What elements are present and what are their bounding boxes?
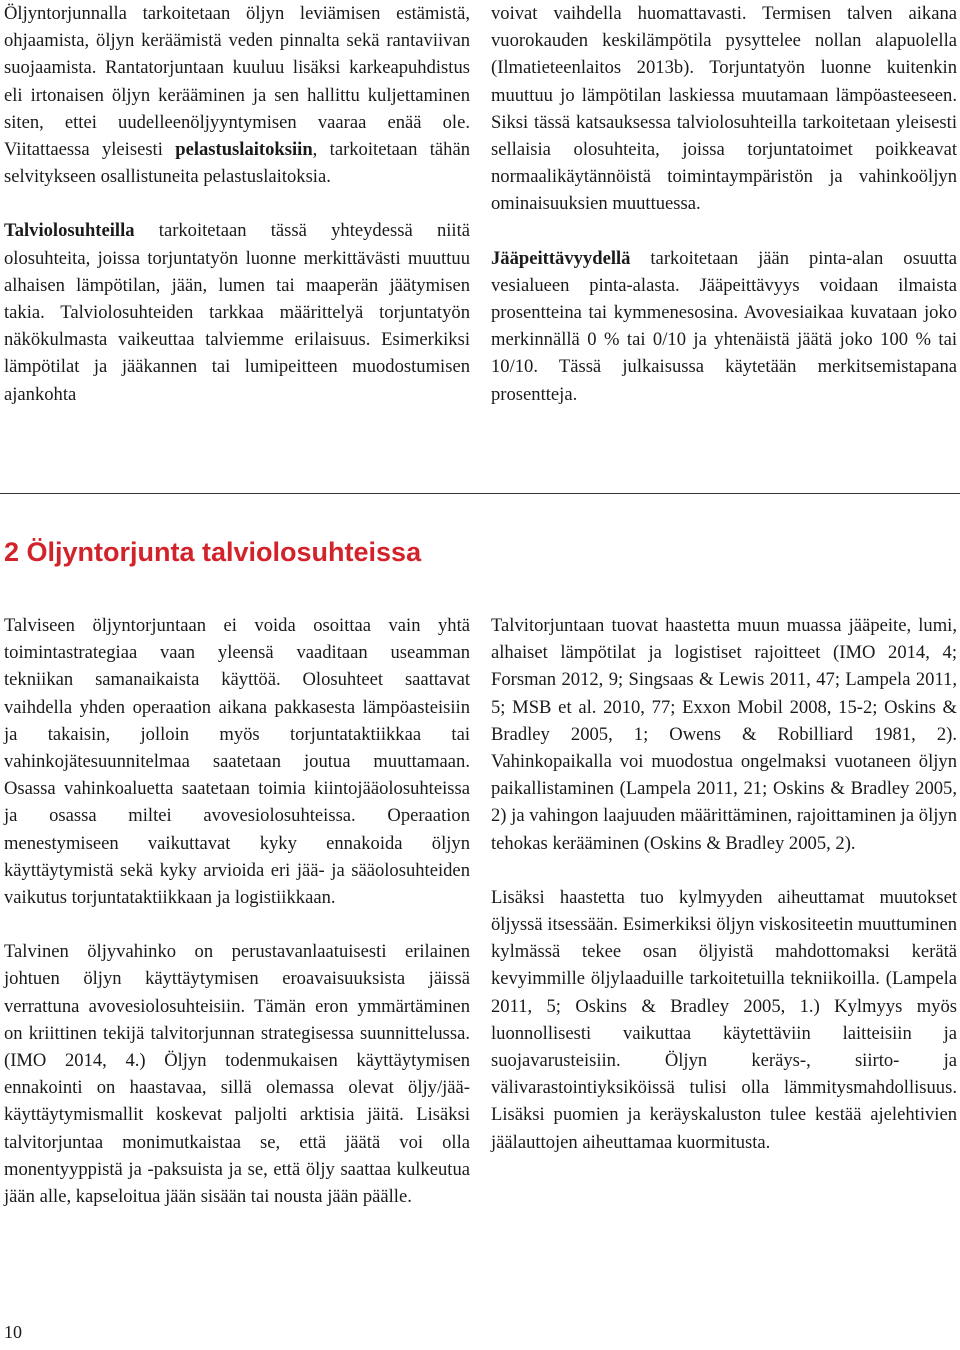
paragraph-challenges: Talvitorjuntaan tuovat haastetta muun muassa jääpeite, lumi, alhaiset lämpötilat ja logistiset rajoitteet (IMO 2014, 4; Forsman 2012, 9; Singsaas & Lewis 2011, 47; Lampela 2011, 5; MSB et al. 2010, 77; Exxon Mobil 2008, 15-2; Oskins & Bradley 2005, 1; Owens & Robilliard 1981, 2). Vahinkopaikalla voi muodostua ongelmaksi vuotaneen öljyn paikallistaminen (Lampela 2011, 21; Oskins & Bradley 2005, 2) ja vahingon laajuuden määrittäminen, rajoittaminen ja öljyn tehokas kerääminen (Oskins & Bradley 2005, 2). bbox=[491, 615, 957, 854]
bottom-right-column bbox=[491, 612, 957, 1156]
page-number: 10 bbox=[4, 1322, 22, 1342]
bottom-left-column bbox=[4, 612, 470, 1210]
paragraph-cold-effects: Lisäksi haastetta tuo kylmyyden aiheuttamat muutokset öljyssä itsessään. Esimerkiksi öljyn viskositeetin muuttuminen kylmässä tekee osan öljyistä mahdottomaksi kerätä kevyimmille öljylaaduille tarkoitetuilla tekniikoilla. (Lampela 2011, 5; Oskins & Bradley 2005, 1.) Kylmyys myös luonnollisesti vaikuttaa käytettäviin laitteisiin ja suojavarusteisiin. Öljyn keräys-, siirto- ja välivarastointiyksiköissä tulisi olla lämmitysmahdollisuus. Lisäksi puomien ja keräyskaluston tulee kestää ajelehtivien jäälauttojen aiheuttamaa kuormitusta. bbox=[491, 886, 957, 1153]
top-left-column bbox=[4, 0, 470, 408]
paragraph-winter-temperature: voivat vaihdella huomattavasti. Termisen talven aikana vuorokauden keskilämpötila pysyttelee nollan alapuolella (Ilmatieteenlaitos 2013b). Torjuntatyön luonne kuitenkin muuttuu jo lämpötilan laskiessa muutamaan lämpöasteeseen. Siksi tässä katsauksessa talviolosuhteilla tarkoitetaan yleisesti sellaisia olosuhteita, joissa torjuntatoimet poikkeavat normaalikäytännöistä toimintaympäristön ja vahinkoöljyn ominaisuuksien muuttuessa. bbox=[491, 3, 957, 215]
paragraph-text: Öljyntorjunnalla tarkoitetaan öljyn leviämisen estämistä, ohjaamista, öljyn keräämistä veden pinnalta sekä rantaviivan suojaamista. Rantatorjuntaan kuuluu lisäksi karkeapuhdistus eli irtonaisen öljyn kerääminen ja sen hallittu kuljettaminen siten, ettei uudelleenöljyyntymisen vaaraa enää ole. Viitattaessa yleisesti bbox=[4, 3, 470, 161]
top-right-column bbox=[491, 0, 957, 408]
paragraph-definition-ice-coverage bbox=[491, 245, 957, 408]
paragraph-definition-oil-spill-response bbox=[4, 0, 470, 190]
bold-term: Talviolosuhteilla bbox=[4, 220, 135, 242]
bold-term: Jääpeittävyydellä bbox=[491, 247, 631, 269]
bold-term: pelastuslaitoksiin bbox=[175, 139, 313, 161]
paragraph-text: tarkoitetaan jään pinta-alan osuutta vesialueen pinta-alasta. Jääpeittävyys voidaan ilmaista prosentteina tai kymmenesosina. Avovesiaikaa kuvataan joko merkinnällä 0 % tai 0/10 ja yhtenäistä jäätä joko 100 % tai 10/10. Tässä julkaisussa käytetään merkitsemistapana prosentteja. bbox=[491, 247, 957, 405]
paragraph-strategy: Talviseen öljyntorjuntaan ei voida osoittaa vain yhtä toimintastrategiaa vaan yleensä vaaditaan useamman tekniikan samanaikaista käyttöä. Olosuhteet saattavat vaihdella yhden operaation aikana pakkasesta lämpöasteisiin ja takaisin, jolloin myös torjuntataktiikkaa tai vahinkojätesuunnitelmaa saatetaan joutua muuttamaan. Osassa vahinkoaluetta saatetaan toimia kiintojääolosuhteissa ja osassa miltei avovesiolosuhteissa. Operaation menestymiseen vaikuttavat kyky ennakoida öljyn käyttäytymistä sekä kyky arvioida eri jää- ja sääolosuhteiden vaikutus torjuntataktiikkaan ja logistiikkaan. bbox=[4, 615, 470, 909]
section-divider bbox=[0, 493, 960, 494]
paragraph-text: tarkoitetaan tässä yhteydessä niitä olosuhteita, joissa torjuntatyön luonne merkittävästi muuttuu alhaisen lämpötilan, jään, lumen tai maaperän jäätymisen takia. Talviolosuhteiden tarkkaa määrittelyä torjuntatyön näkökulmasta vaikeuttaa talviemme erilaisuus. Esimerkiksi lämpötilat ja jääkannen tai lumipeitteen muodostumisen ajankohta bbox=[4, 220, 470, 405]
paragraph-definition-winter-conditions bbox=[4, 217, 470, 407]
paragraph-oil-behaviour: Talvinen öljyvahinko on perustavanlaatuisesti erilainen johtuen öljyn käyttäytymisen eroavaisuuksista jäissä verrattuna avovesiolosuhteisiin. Tämän eron ymmärtäminen on kriittinen tekijä talvitorjunnan strategisessa suunnittelussa. (IMO 2014, 4.) Öljyn todenmukaisen käyttäytymisen ennakointi on haastavaa, sillä olemassa olevat öljy/jää-käyttäytymismallit koskevat paljolti arktisia jäitä. Lisäksi talvitorjuntaa monimutkaistaa se, että jäätä voi olla monentyyppistä ja -paksuista ja se, että öljy saattaa kulkeutua jään alle, kapseloitua jään sisään tai nousta jään päälle. bbox=[4, 941, 470, 1208]
paragraph-text: , tarkoitetaan tähän selvitykseen osallistuneita pelastuslaitoksia. bbox=[4, 139, 471, 188]
section-heading: 2 Öljyntorjunta talviolosuhteissa bbox=[4, 537, 422, 567]
